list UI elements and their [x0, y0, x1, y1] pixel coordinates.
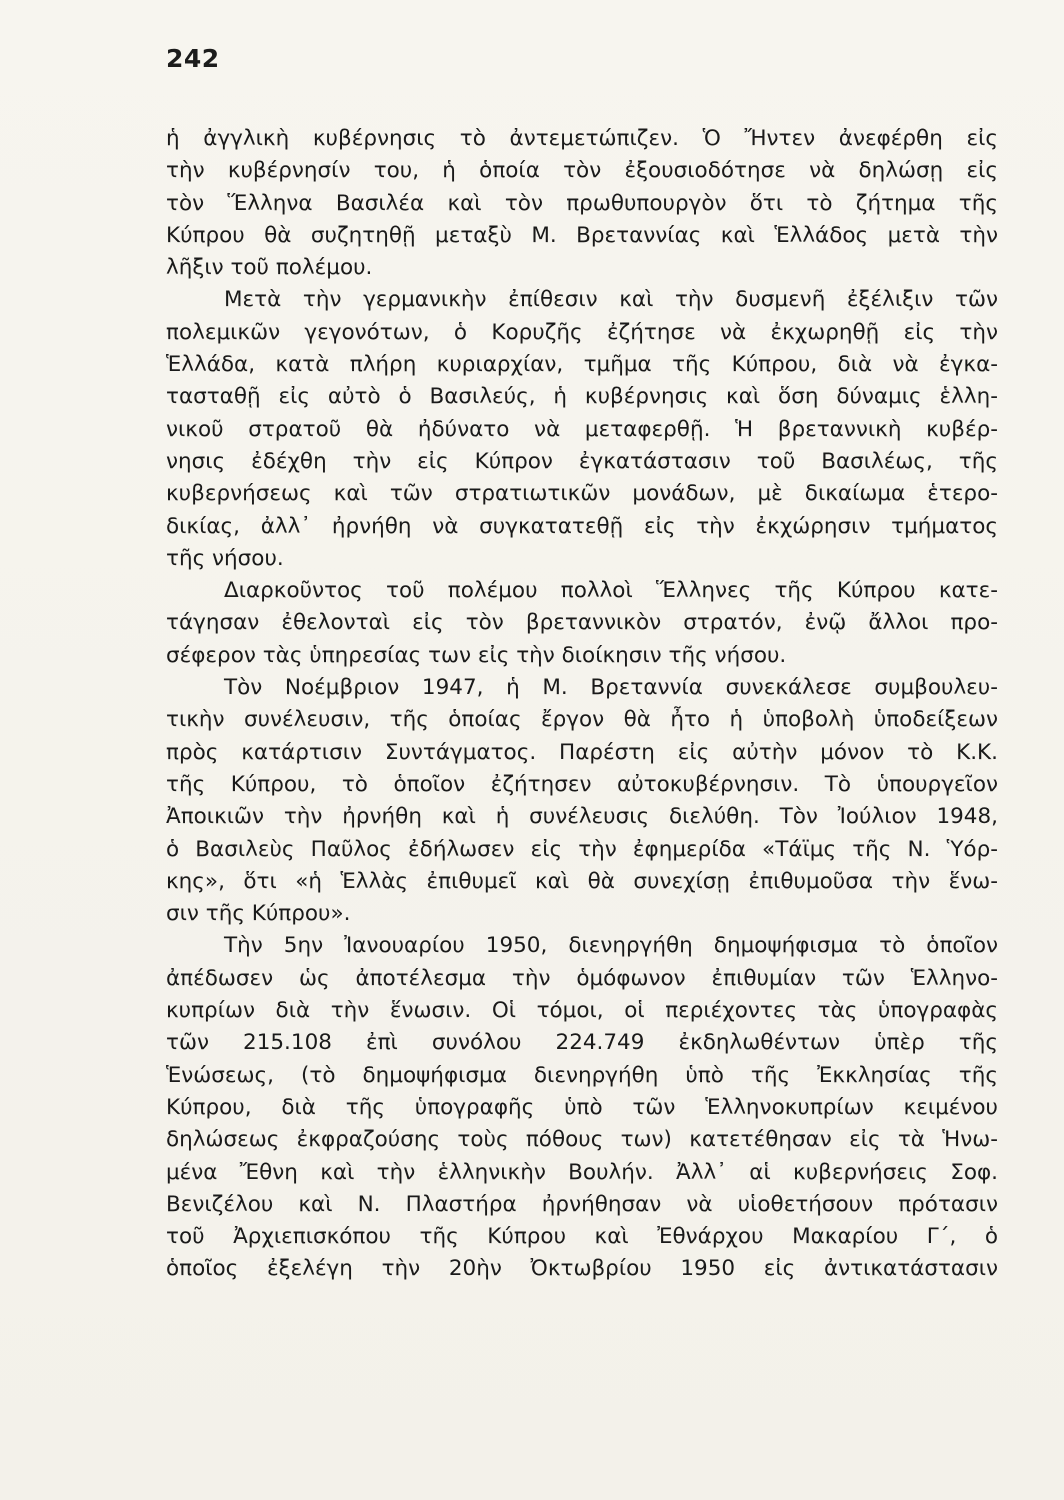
- paragraph-5: [166, 930, 998, 1285]
- text-line: κυβερνήσεως καὶ τῶν στρατιωτικῶν μονάδων, μὲ δικαίωμα ἑτερο-: [166, 481, 998, 507]
- text-line: Κύπρου θὰ συζητηθῇ μεταξὺ Μ. Βρεταννίας καὶ Ἑλλάδος μετὰ τὴν: [166, 222, 998, 248]
- text-line: νησις ἐδέχθη τὴν εἰς Κύπρον ἐγκατάστασιν τοῦ Βασιλέως, τῆς: [166, 448, 998, 474]
- text-line: τῆς Κύπρου, τὸ ὁποῖον ἐζήτησεν αὐτοκυβέρνησιν. Τὸ ὑπουργεῖον: [166, 771, 998, 797]
- text-line: τὴν κυβέρνησίν του, ἡ ὁποία τὸν ἐξουσιοδότησε νὰ δηλώσῃ εἰς: [166, 158, 998, 184]
- text-line: τασταθῇ εἰς αὐτὸ ὁ Βασιλεύς, ἡ κυβέρνησις καὶ ὅση δύναμις ἑλλη-: [166, 384, 998, 410]
- text-line: ἀπέδωσεν ὡς ἀποτέλεσμα τὴν ὁμόφωνον ἐπιθυμίαν τῶν Ἑλληνο-: [166, 965, 998, 991]
- text-line: δηλώσεως ἐκφραζούσης τοὺς πόθους των) κατετέθησαν εἰς τὰ Ἡνω-: [166, 1127, 998, 1153]
- text-line: Τὸν Νοέμβριον 1947, ἡ Μ. Βρεταννία συνεκάλεσε συμβουλευ-: [224, 675, 998, 701]
- text-line: σέφερον τὰς ὑπηρεσίας των εἰς τὴν διοίκησιν τῆς νήσου.: [166, 642, 787, 668]
- text-line: Κύπρου, διὰ τῆς ὑπογραφῆς ὑπὸ τῶν Ἑλληνοκυπρίων κειμένου: [166, 1094, 998, 1120]
- text-line: ἡ ἀγγλικὴ κυβέρνησις τὸ ἀντεμετώπιζεν. Ὁ Ἤντεν ἀνεφέρθη εἰς: [166, 126, 998, 151]
- paragraph-4: [166, 672, 998, 930]
- text-line: μένα Ἔθνη καὶ τὴν ἑλληνικὴν Βουλήν. Ἀλλ᾽ αἱ κυβερνήσεις Σοφ.: [166, 1159, 998, 1185]
- text-line: Διαρκοῦντος τοῦ πολέμου πολλοὶ Ἕλληνες τῆς Κύπρου κατε-: [224, 578, 998, 604]
- text-line: τὸν Ἕλληνα Βασιλέα καὶ τὸν πρωθυπουργὸν ὅτι τὸ ζήτημα τῆς: [166, 190, 998, 216]
- text-line: σιν τῆς Κύπρου».: [166, 901, 351, 927]
- text-line: Ἑνώσεως, (τὸ δημοψήφισμα διενηργήθη ὑπὸ τῆς Ἐκκλησίας τῆς: [166, 1062, 998, 1088]
- text-line: λῆξιν τοῦ πολέμου.: [166, 255, 373, 281]
- paragraph-3: [166, 575, 998, 672]
- text-line: Ἑλλάδα, κατὰ πλήρη κυριαρχίαν, τμῆμα τῆς Κύπρου, διὰ νὰ ἐγκα-: [166, 352, 998, 378]
- text-line: πολεμικῶν γεγονότων, ὁ Κορυζῆς ἐζήτησε νὰ ἐκχωρηθῇ εἰς τὴν: [166, 319, 998, 345]
- text-line: τῶν 215.108 ἐπὶ συνόλου 224.749 ἐκδηλωθέντων ὑπὲρ τῆς: [166, 1030, 998, 1056]
- paragraph-2: [166, 284, 998, 575]
- text-line: ὁ Βασιλεὺς Παῦλος ἐδήλωσεν εἰς τὴν ἐφημερίδα «Τάϊμς τῆς Ν. Ὑόρ-: [166, 836, 998, 862]
- text-line: Τὴν 5ην Ἰανουαρίου 1950, διενηργήθη δημοψήφισμα τὸ ὁποῖον: [224, 933, 998, 959]
- text-line: Ἀποικιῶν τὴν ἠρνήθη καὶ ἡ συνέλευσις διελύθη. Τὸν Ἰούλιον 1948,: [166, 804, 998, 830]
- text-line: κης», ὅτι «ἡ Ἑλλὰς ἐπιθυμεῖ καὶ θὰ συνεχίσῃ ἐπιθυμοῦσα τὴν ἕνω-: [166, 868, 998, 894]
- body-text: [166, 123, 998, 1286]
- text-line: δικίας, ἀλλ᾽ ἠρνήθη νὰ συγκατατεθῇ εἰς τὴν ἐκχώρησιν τμήματος: [166, 513, 998, 539]
- text-line: νικοῦ στρατοῦ θὰ ἠδύνατο νὰ μεταφερθῇ. Ἡ βρεταννικὴ κυβέρ-: [166, 416, 998, 442]
- text-line: Βενιζέλου καὶ Ν. Πλαστήρα ἠρνήθησαν νὰ υἱοθετήσουν πρότασιν: [166, 1191, 998, 1217]
- page-number: 242: [166, 44, 220, 73]
- text-line: τῆς νήσου.: [166, 545, 284, 571]
- text-line: ὁποῖος ἐξελέγη τὴν 20ὴν Ὀκτωβρίου 1950 εἰς ἀντικατάστασιν: [166, 1256, 998, 1282]
- text-line: τοῦ Ἀρχιεπισκόπου τῆς Κύπρου καὶ Ἐθνάρχου Μακαρίου Γ΄, ὁ: [166, 1224, 998, 1250]
- text-line: τικὴν συνέλευσιν, τῆς ὁποίας ἔργον θὰ ἦτο ἡ ὑποβολὴ ὑποδείξεων: [166, 707, 998, 733]
- text-line: Μετὰ τὴν γερμανικὴν ἐπίθεσιν καὶ τὴν δυσμενῆ ἐξέλιξιν τῶν: [224, 287, 998, 313]
- paragraph-1: [166, 123, 998, 284]
- text-line: πρὸς κατάρτισιν Συντάγματος. Παρέστη εἰς αὐτὴν μόνον τὸ Κ.Κ.: [166, 739, 998, 765]
- text-line: κυπρίων διὰ τὴν ἕνωσιν. Οἱ τόμοι, οἱ περιέχοντες τὰς ὑπογραφὰς: [166, 998, 998, 1024]
- text-line: τάγησαν ἐθελονταὶ εἰς τὸν βρεταννικὸν στρατόν, ἐνῷ ἄλλοι προ-: [166, 610, 998, 636]
